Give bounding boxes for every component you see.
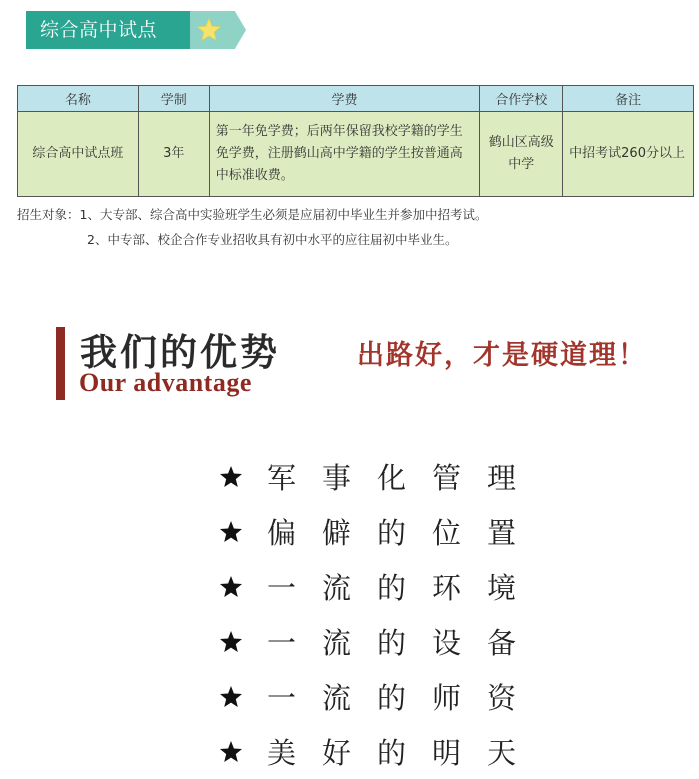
advantage-item-text: 一流的环境: [267, 571, 543, 605]
heading-accent-bar: [56, 327, 65, 400]
table-row: [18, 112, 694, 197]
star-bullet-icon: [219, 740, 243, 764]
note-line-1: 招生对象：1、大专部、综合高中实验班学生必须是应届初中毕业生并参加中招考试。: [17, 207, 488, 222]
list-item: [219, 724, 542, 779]
cell-name: 综合高中试点班: [18, 112, 139, 197]
enrollment-notes: [17, 202, 487, 252]
list-item: [219, 614, 542, 669]
list-item: [219, 504, 542, 559]
advantage-list: [219, 449, 542, 779]
cell-remark: 中招考试260分以上: [563, 112, 694, 197]
list-item: [219, 669, 542, 724]
header-partner: 合作学校: [480, 86, 563, 112]
list-item: [219, 449, 542, 504]
star-bullet-icon: [219, 630, 243, 654]
header-duration: 学制: [138, 86, 209, 112]
table-header-row: [18, 86, 694, 112]
star-icon: [196, 17, 222, 43]
advantage-slogan: 出路好，才是硬道理！: [357, 340, 647, 371]
cell-partner: 鹤山区高级中学: [480, 112, 563, 197]
cell-tuition: 第一年免学费；后两年保留我校学籍的学生免学费，注册鹤山高中学籍的学生按普通高中标准收费。: [209, 112, 480, 197]
star-bullet-icon: [219, 465, 243, 489]
note-line-2: 2、中专部、校企合作专业招收具有初中水平的应往届初中毕业生。: [87, 232, 458, 247]
list-item: [219, 559, 542, 614]
advantage-item-text: 偏僻的位置: [267, 516, 543, 550]
advantage-item-text: 军事化管理: [267, 461, 543, 495]
advantage-item-text: 一流的设备: [267, 626, 543, 660]
advantage-item-text: 美好的明天: [267, 736, 543, 770]
advantage-item-text: 一流的师资: [267, 681, 543, 715]
header-tuition: 学费: [209, 86, 480, 112]
banner-star-tab: [190, 11, 246, 49]
advantage-title: 我们的优势: [80, 330, 280, 374]
star-bullet-icon: [219, 520, 243, 544]
enrollment-table: [17, 85, 694, 197]
header-name: 名称: [18, 86, 139, 112]
cell-duration: 3年: [138, 112, 209, 197]
star-bullet-icon: [219, 685, 243, 709]
star-bullet-icon: [219, 575, 243, 599]
advantage-subtitle: Our advantage: [79, 368, 252, 397]
section-banner: [26, 11, 246, 79]
banner-title: 综合高中试点班: [26, 11, 190, 49]
header-remark: 备注: [563, 86, 694, 112]
